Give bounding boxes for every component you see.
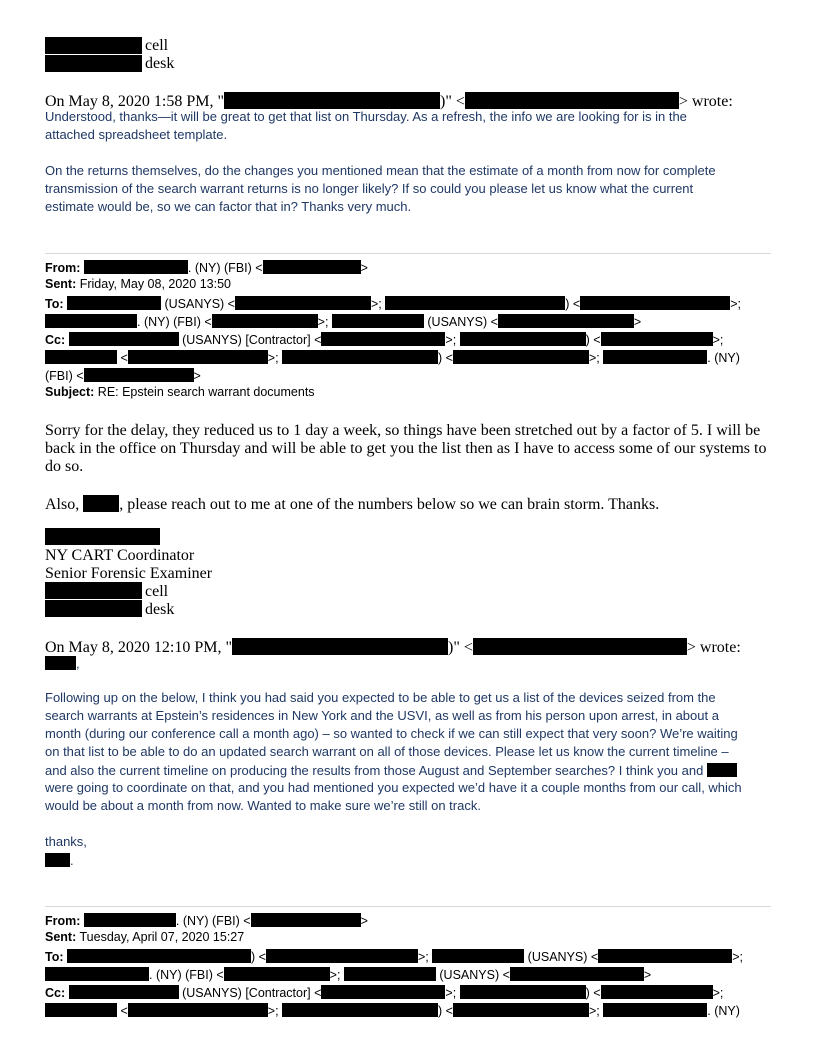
quote-text-line: Understood, thanks—it will be great to get that list on Thursday. As a refresh, the info we are looking for is in the — [45, 109, 687, 124]
to-line: To: ) < >; (USANYS) < >; — [45, 950, 743, 964]
quote-text-line: were going to coordinate on that, and you had mentioned you expected we’d have it a couple months from our call, which — [45, 780, 742, 795]
redaction-block — [321, 985, 445, 999]
body-line: back in the office on Thursday and will be able to get you the list then as I have to access some of our systems to — [45, 440, 767, 457]
to-line-cont: . (NY) (FBI) < >; (USANYS) < > — [45, 967, 651, 982]
quote-text-line: Following up on the below, I think you had said you expected to be able to get us a list of the devices seized from the — [45, 690, 716, 705]
redaction-block — [45, 1003, 117, 1017]
redaction-block — [603, 1003, 707, 1017]
redaction-block — [344, 967, 436, 981]
quote-text-line: would be about a month from now. Wanted to make sure we’re still on track. — [45, 798, 481, 813]
redaction-block — [69, 332, 179, 346]
redaction-block — [385, 296, 565, 310]
quote-text-line: estimate would be, so we can factor that in? Thanks very much. — [45, 199, 412, 214]
redaction-block — [580, 296, 730, 310]
body-line: Sorry for the delay, they reduced us to 1 day a week, so things have been stretched out by a factor of 5. I will be — [45, 422, 761, 439]
signature-role: NY CART Coordinator — [45, 547, 195, 564]
cell-label: cell — [145, 37, 169, 54]
to-line: To: (USANYS) < >; ) < >; — [45, 297, 741, 311]
redaction-block — [453, 350, 589, 364]
from-line: From: . (NY) (FBI) < > — [45, 261, 368, 275]
redaction-block — [453, 1003, 589, 1017]
redaction-block — [212, 314, 318, 328]
redaction-block — [67, 949, 251, 963]
quote-text-line: month (during our conference call a month ago) – so wanted to check if we can still expect that very soon? We’re waiting — [45, 726, 738, 741]
redaction-block — [67, 296, 161, 310]
redaction-block — [45, 853, 70, 867]
redaction-block — [128, 350, 268, 364]
quote-text-line: On the returns themselves, do the changes you mentioned mean that the estimate of a month from now for complete — [45, 163, 716, 178]
quote-text-line: search warrants at Epstein’s residences in New York and the USVI, as well as from his person upon arrest, in about a — [45, 708, 719, 723]
divider — [45, 906, 771, 907]
from-line: From: . (NY) (FBI) < > — [45, 914, 368, 928]
redaction-block — [603, 350, 707, 364]
redaction-block — [84, 368, 194, 382]
quote-text-line: attached spreadsheet template. — [45, 127, 228, 142]
redaction-block — [235, 296, 371, 310]
divider — [45, 253, 771, 254]
cc-line-cont: < >; ) < >; . (NY) — [45, 1003, 740, 1018]
redaction-block — [460, 985, 586, 999]
redaction-block — [128, 1003, 268, 1017]
redaction-block — [432, 949, 524, 963]
redaction-block — [45, 967, 149, 981]
desk-label: desk — [145, 601, 175, 618]
cell-label: cell — [145, 583, 169, 600]
redaction-block — [282, 1003, 438, 1017]
quote-intro: On May 8, 2020 1:58 PM, " )" < > wrote: — [45, 93, 733, 110]
to-line-cont: . (NY) (FBI) < >; (USANYS) < > — [45, 314, 641, 329]
redaction-block — [45, 314, 137, 328]
redaction-block — [465, 92, 679, 109]
sent-line: Sent: Tuesday, April 07, 2020 15:27 — [45, 930, 245, 944]
redaction-block — [498, 314, 634, 328]
quote-text-line: on that list to be able to do an updated search warrant on all of those devices. Please let us know the current timeline – — [45, 744, 729, 759]
redaction-block — [263, 260, 361, 274]
redaction-block — [332, 314, 424, 328]
redaction-block — [251, 913, 361, 927]
quote-text-line: transmission of the search warrant returns is no longer likely? If so could you please let us know what the current — [45, 181, 694, 196]
sent-line: Sent: Friday, May 08, 2020 13:50 — [45, 277, 231, 291]
redaction-block — [460, 332, 586, 346]
redaction-block — [598, 949, 732, 963]
body-line: do so. — [45, 458, 84, 475]
signature-role: Senior Forensic Examiner — [45, 565, 213, 582]
body-line: Also, , please reach out to me at one of the numbers below so we can brain storm. Thanks. — [45, 496, 660, 513]
desk-label: desk — [145, 55, 175, 72]
redaction-block — [282, 350, 438, 364]
cc-line-cont: (FBI) < > — [45, 369, 201, 383]
redaction-block — [473, 638, 687, 655]
quote-intro: On May 8, 2020 12:10 PM, " )" < > wrote: — [45, 639, 741, 656]
redaction-block — [510, 967, 644, 981]
redaction-block — [45, 656, 76, 670]
redaction-block — [45, 600, 142, 617]
redaction-block — [69, 985, 179, 999]
redaction-block — [601, 985, 713, 999]
redaction-block — [45, 55, 142, 72]
redaction-block — [83, 495, 119, 512]
redaction-block — [266, 949, 418, 963]
quote-text-line: and also the current timeline on producing the results from those August and September searches? I think you and — [45, 763, 737, 777]
cc-line-cont: < >; ) < >; . (NY) — [45, 350, 740, 365]
redaction-block — [45, 37, 142, 54]
redaction-block — [321, 332, 445, 346]
redaction-block — [224, 92, 440, 109]
subject-line: Subject: RE: Epstein search warrant documents — [45, 385, 315, 399]
quote-closing: thanks, — [45, 834, 87, 849]
redaction-block — [232, 638, 448, 655]
quote-salutation: , — [45, 656, 80, 670]
cc-line: Cc: (USANYS) [Contractor] < >; ) < >; — [45, 333, 724, 347]
cc-line: Cc: (USANYS) [Contractor] < >; ) < >; — [45, 986, 724, 1000]
redaction-block — [45, 582, 142, 599]
redaction-block — [45, 528, 160, 545]
redaction-block — [84, 260, 188, 274]
redaction-block — [84, 913, 176, 927]
redaction-block — [707, 763, 737, 777]
redaction-block — [601, 332, 713, 346]
quote-signoff: . — [45, 853, 74, 867]
redaction-block — [45, 350, 117, 364]
redaction-block — [224, 967, 330, 981]
